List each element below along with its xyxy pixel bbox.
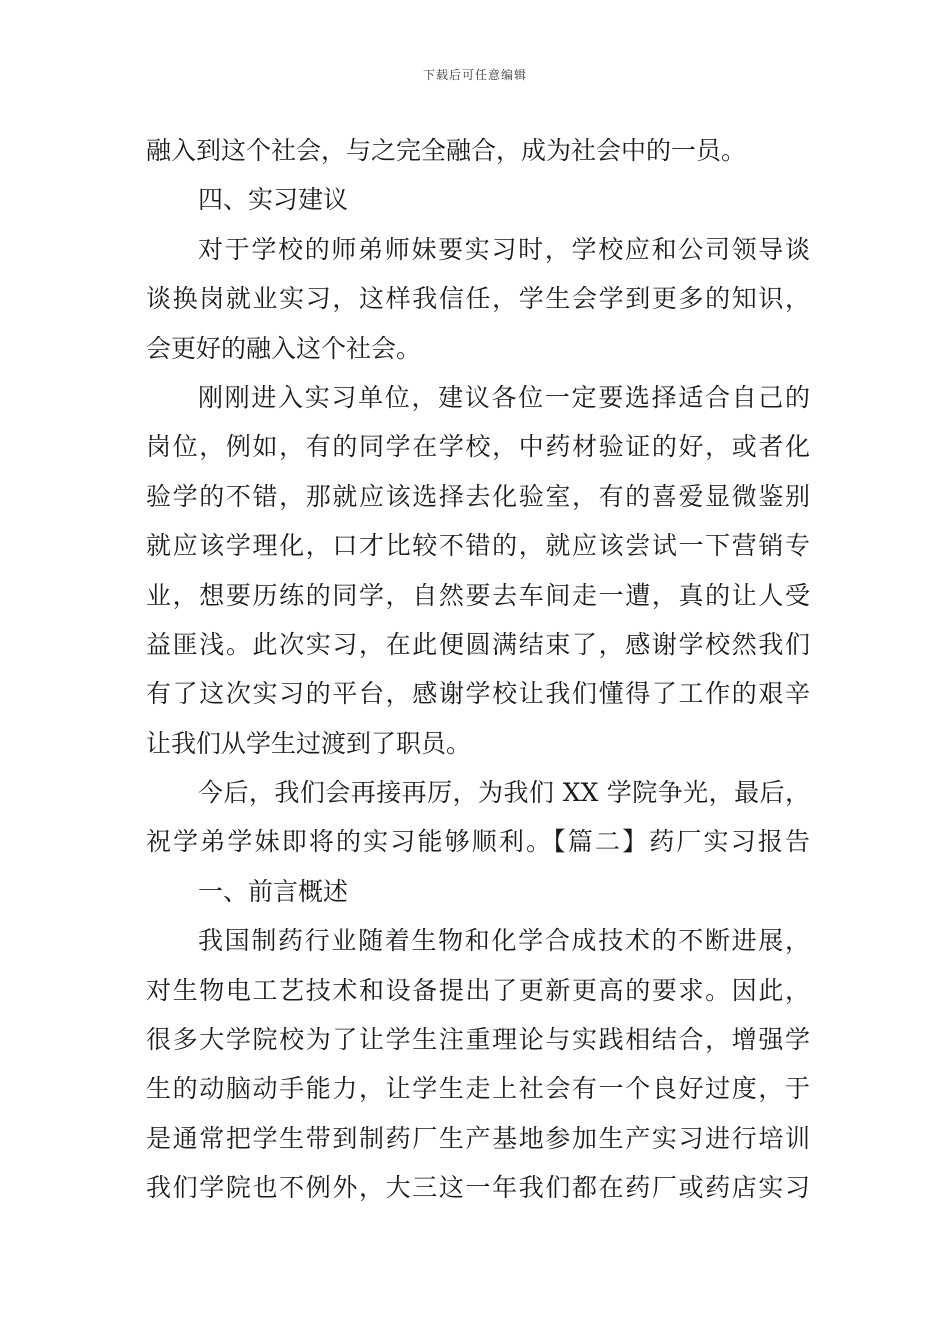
text-line: 祝学弟学妹即将的实习能够顺利。【篇二】药厂实习报告	[146, 827, 810, 857]
text-line: 业，想要历练的同学，自然要去车间走一遭，真的让人受	[146, 580, 810, 610]
text-line: 融入到这个社会，与之完全融合，成为社会中的一员。	[146, 136, 747, 165]
text-line: 很多大学院校为了让学生注重理论与实践相结合，增强学	[146, 1025, 810, 1055]
text-line: 一、前言概述	[198, 876, 349, 906]
header-note: 下载后可任意编辑	[422, 68, 527, 82]
text-line: 我们学院也不例外，大三这一年我们都在药厂或药店实习	[146, 1173, 810, 1203]
text-line: 对生物电工艺技术和设备提出了更新更高的要求。因此，	[146, 975, 810, 1005]
text-line: 岗位，例如，有的同学在学校，中药材验证的好，或者化	[146, 432, 810, 462]
text-line: 验学的不错，那就应该选择去化验室，有的喜爱显微鉴别	[146, 481, 810, 511]
text-line: 会更好的融入这个社会。	[146, 333, 422, 363]
text-line: 对于学校的师弟师妹要实习时，学校应和公司领导谈	[198, 234, 810, 264]
text-line: 是通常把学生带到制药厂生产基地参加生产实习进行培训	[146, 1123, 810, 1153]
text-line: 四、实习建议	[198, 185, 349, 215]
text-line: 今后，我们会再接再厉，为我们 XX 学院争光，最后，	[198, 778, 810, 808]
text-line: 就应该学理化，口才比较不错的，就应该尝试一下营销专	[146, 531, 810, 561]
body-text	[146, 126, 810, 1213]
text-line: 有了这次实习的平台，感谢学校让我们懂得了工作的艰辛	[146, 679, 810, 709]
text-line: 我国制药行业随着生物和化学合成技术的不断进展，	[198, 926, 810, 956]
text-line: 刚刚进入实习单位，建议各位一定要选择适合自己的	[198, 382, 810, 412]
text-line: 谈换岗就业实习，这样我信任，学生会学到更多的知识，	[146, 284, 810, 314]
text-line: 让我们从学生过渡到了职员。	[146, 728, 472, 758]
text-line: 生的动脑动手能力，让学生走上社会有一个良好过度，于	[146, 1074, 810, 1104]
text-line: 益匪浅。此次实习，在此便圆满结束了，感谢学校然我们	[146, 629, 810, 659]
